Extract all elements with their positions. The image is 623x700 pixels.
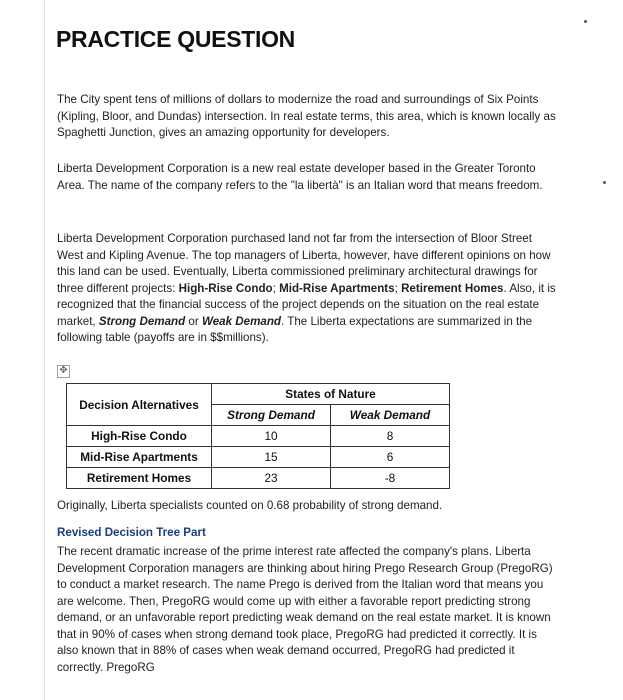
state-weak: Weak Demand — [201, 314, 282, 328]
project-mid-rise: Mid-Rise Apartments — [279, 281, 395, 295]
projects-text-a: Liberta Development Corporation purchased land not far from the intersection of Bloor Street West and Kipling Avenue. The top managers of Liberta, however, have different opinions on how this land can be used. Eventually, Liberta commissioned preliminary architectural drawings for three different projects: — [57, 232, 551, 295]
strong-payoff-cell: 15 — [212, 447, 331, 468]
table-row — [67, 447, 450, 468]
page-title: PRACTICE QUESTION — [56, 26, 295, 52]
decision-alternatives-header: Decision Alternatives — [67, 384, 212, 426]
decorative-dot — [584, 20, 587, 23]
payoff-table — [66, 383, 450, 489]
project-high-rise: High-Rise Condo — [178, 281, 273, 295]
project-retirement: Retirement Homes — [401, 281, 504, 295]
probability-paragraph: Originally, Liberta specialists counted on 0.68 probability of strong demand. — [57, 499, 443, 512]
alternative-cell: Mid-Rise Apartments — [67, 447, 212, 468]
state-strong: Strong Demand — [98, 314, 186, 328]
table-row — [67, 426, 450, 447]
strong-payoff-cell: 10 — [212, 426, 331, 447]
or-text: or — [185, 314, 202, 328]
decorative-dot — [603, 181, 606, 184]
projects-text-c: . The Liberta expectations are summarized in the following table (payoffs are in $$millions). — [57, 314, 533, 344]
weak-payoff-cell: 8 — [331, 426, 450, 447]
separator: ; — [394, 281, 402, 295]
revised-paragraph: The recent dramatic increase of the prime interest rate affected the company's plans. Liberta Development Corporation managers are thinking about hiring Prego Research Group (PregoRG) to conduct a market research. The name Prego is derived from the Italian word that means you are welcome. Then, PregoRG would come up with either a favorable report predicting strong demand, or an unfavorable report predicting weak demand on the real estate market. It is known that in 90% of cases when strong demand took place, PregoRG had predicted it correctly. It is also known that in 88% of cases when weak demand occurred, PregoRG had predicted it correctly. PregoRG — [57, 545, 553, 674]
table-row — [67, 468, 450, 489]
states-of-nature-header: States of Nature — [212, 384, 450, 405]
table-move-handle-icon[interactable]: ✥ — [57, 365, 70, 378]
intro-paragraph: The City spent tens of millions of dollars to modernize the road and surroundings of Six Points (Kipling, Bloor, and Dundas) intersection. In real estate terms, this area, which is known locally as Spaghetti Junction, gives an amazing opportunity for developers. — [57, 93, 556, 139]
alternative-cell: High-Rise Condo — [67, 426, 212, 447]
company-paragraph: Liberta Development Corporation is a new real estate developer based in the Greater Toronto Area. The name of the company refers to the "la libertà" is an Italian word that means freedom. — [57, 162, 543, 192]
projects-text-b: . Also, it is recognized that the financial success of the project depends on the situation on the real estate market, — [57, 281, 556, 328]
strong-payoff-cell: 23 — [212, 468, 331, 489]
section-title: Revised Decision Tree Part — [57, 526, 206, 539]
weak-demand-header: Weak Demand — [331, 405, 450, 426]
alternative-cell: Retirement Homes — [67, 468, 212, 489]
separator: ; — [272, 281, 280, 295]
strong-demand-header: Strong Demand — [212, 405, 331, 426]
weak-payoff-cell: 6 — [331, 447, 450, 468]
weak-payoff-cell: -8 — [331, 468, 450, 489]
projects-paragraph — [57, 231, 557, 347]
